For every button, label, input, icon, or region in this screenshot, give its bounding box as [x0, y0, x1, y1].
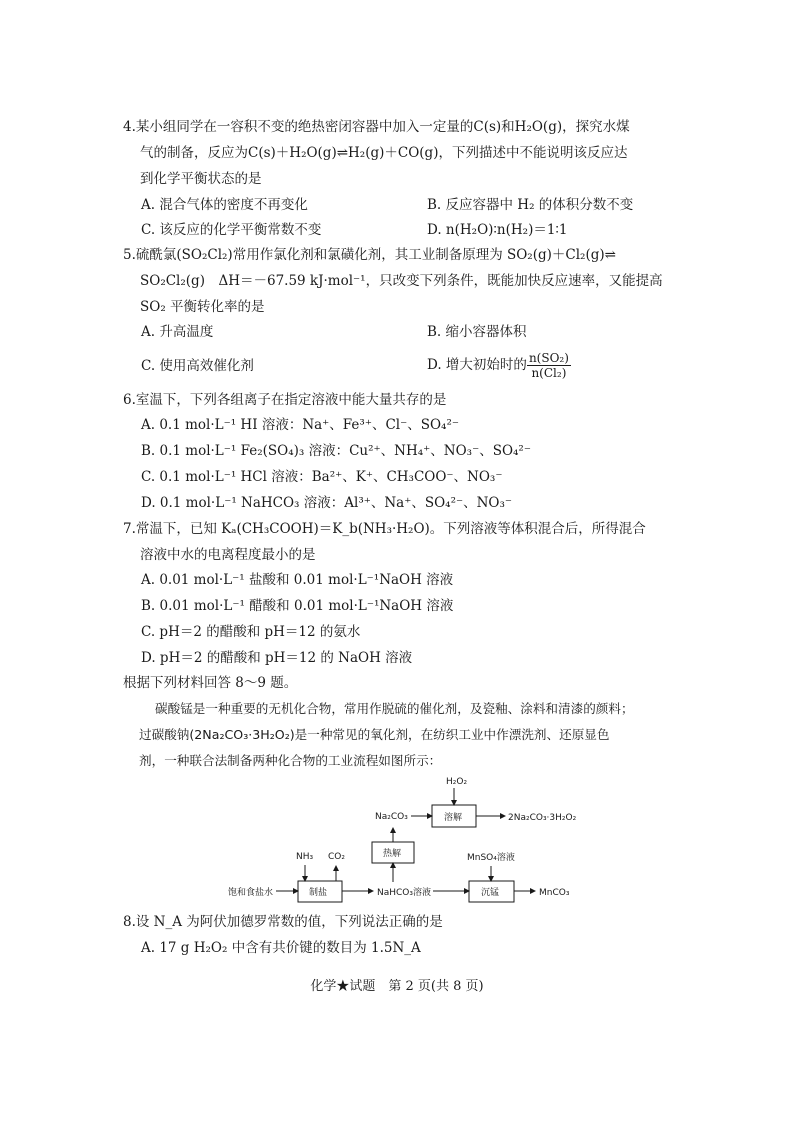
q7-option-c: C. pH＝2 的醋酸和 pH＝12 的氨水	[141, 624, 361, 640]
q5-option-a: A. 升高温度	[141, 324, 214, 340]
label-nh3: NH₃	[296, 852, 314, 862]
label-nahco3: NaHCO₃溶液	[377, 888, 431, 898]
q4-stem-line1: 4.某小组同学在一容积不变的绝热密闭容器中加入一定量的C(s)和H₂O(g)，探究水煤	[123, 119, 630, 135]
material-para-line2: 过碳酸钠(2Na₂CO₃·3H₂O₂)是一种常见的氧化剂，在纺织工业中作漂洗剂、还原显色	[139, 727, 610, 742]
q5-option-d-text: D. 增大初始时的	[427, 357, 527, 373]
q4-stem-line2: 气的制备，反应为C(s)＋H₂O(g)⇌H₂(g)＋CO(g)，下列描述中不能说明该反应达	[140, 145, 628, 161]
q6-option-d: D. 0.1 mol·L⁻¹ NaHCO₃ 溶液：Al³⁺、Na⁺、SO₄²⁻、NO₃⁻	[141, 495, 513, 511]
label-co2: CO₂	[328, 852, 345, 862]
fraction-numerator: n(SO₂)	[528, 351, 569, 365]
page-footer: 化学★试题 第 2 页(共 8 页)	[310, 979, 484, 994]
material-intro: 根据下列材料回答 8～9 题。	[123, 675, 298, 691]
q4-option-c: C. 该反应的化学平衡常数不变	[141, 222, 322, 238]
process-flow-diagram	[0, 770, 794, 910]
q4-stem-line3: 到化学平衡状态的是	[140, 171, 262, 187]
q4-option-a: A. 混合气体的密度不再变化	[141, 197, 308, 213]
q8-stem: 8.设 N_A 为阿伏加德罗常数的值，下列说法正确的是	[123, 914, 443, 930]
q5-option-b: B. 缩小容器体积	[427, 324, 527, 340]
label-na2co3: Na₂CO₃	[375, 812, 408, 822]
q6-stem: 6.室温下，下列各组离子在指定溶液中能大量共存的是	[123, 392, 447, 408]
q7-option-b: B. 0.01 mol·L⁻¹ 醋酸和 0.01 mol·L⁻¹NaOH 溶液	[141, 598, 454, 614]
q5-option-d	[427, 347, 571, 383]
label-h2o2: H₂O₂	[446, 777, 468, 787]
label-mnso4: MnSO₄溶液	[467, 853, 515, 863]
q4-option-b: B. 反应容器中 H₂ 的体积分数不变	[427, 197, 634, 213]
q5-stem-line2: SO₂Cl₂(g) ΔH＝－67.59 kJ·mol⁻¹，只改变下列条件，既能加快反应速率，又能提高	[140, 273, 663, 289]
material-para-line1: 碳酸锰是一种重要的无机化合物，常用作脱硫的催化剂，及瓷釉、涂料和清漆的颜料；	[155, 701, 634, 716]
label-precip-mn: 沉锰	[481, 888, 500, 898]
label-brine: 饱和食盐水	[228, 888, 274, 898]
q4-option-d: D. n(H₂O)∶n(H₂)＝1∶1	[427, 222, 568, 238]
q6-option-a: A. 0.1 mol·L⁻¹ HI 溶液：Na⁺、Fe³⁺、Cl⁻、SO₄²⁻	[141, 417, 460, 433]
q5-option-d-fraction	[527, 351, 571, 380]
q7-stem-line1: 7.常温下，已知 Kₐ(CH₃COOH)＝K_b(NH₃·H₂O)。下列溶液等体积混合后，所得混合	[123, 521, 646, 537]
q7-stem-line2: 溶液中水的电离程度最小的是	[140, 547, 316, 563]
q8-option-a: A. 17 g H₂O₂ 中含有共价键的数目为 1.5N_A	[141, 940, 421, 956]
label-product2: MnCO₃	[539, 888, 570, 898]
q7-option-d: D. pH＝2 的醋酸和 pH＝12 的 NaOH 溶液	[141, 650, 413, 666]
q5-stem-line1: 5.硫酰氯(SO₂Cl₂)常用作氯化剂和氯磺化剂，其工业制备原理为 SO₂(g)＋Cl₂(g)⇌	[123, 247, 616, 263]
label-product1: 2Na₂CO₃·3H₂O₂	[508, 813, 577, 823]
fraction-denominator: n(Cl₂)	[531, 366, 567, 380]
label-make-salt: 制盐	[309, 888, 328, 898]
q5-option-c: C. 使用高效催化剂	[141, 358, 254, 374]
q6-option-b: B. 0.1 mol·L⁻¹ Fe₂(SO₄)₃ 溶液：Cu²⁺、NH₄⁺、NO₃⁻、SO₄²⁻	[141, 443, 531, 459]
label-pyrolysis: 热解	[383, 849, 402, 859]
label-dissolve: 溶解	[444, 813, 463, 823]
q7-option-a: A. 0.01 mol·L⁻¹ 盐酸和 0.01 mol·L⁻¹NaOH 溶液	[141, 572, 454, 588]
q6-option-c: C. 0.1 mol·L⁻¹ HCl 溶液：Ba²⁺、K⁺、CH₃COO⁻、NO₃⁻	[141, 469, 503, 485]
material-para-line3: 剂，一种联合法制备两种化合物的工业流程如图所示：	[139, 753, 442, 768]
q5-stem-line3: SO₂ 平衡转化率的是	[140, 299, 265, 315]
